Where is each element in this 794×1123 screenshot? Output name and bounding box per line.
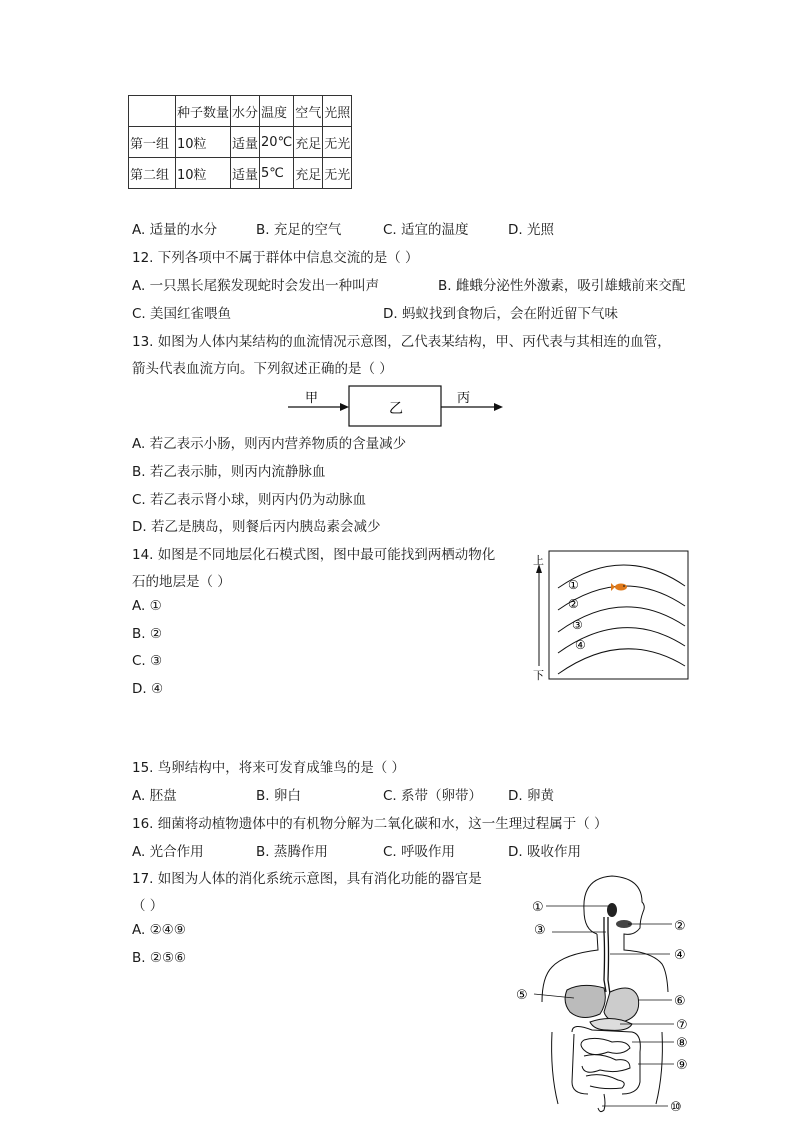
top-label: 上 <box>533 554 544 567</box>
table-cell: 5℃ <box>260 158 294 189</box>
outflow-arrowhead <box>494 403 503 411</box>
organ-label: ③ <box>534 923 546 938</box>
q12-option-b: B. 雌蛾分泌性外激素，吸引雄蛾前来交配 <box>438 278 686 294</box>
q14-option-a: A. ① <box>132 598 162 614</box>
q17-stem-line1: 17. 如图为人体的消化系统示意图，具有消化功能的器官是 <box>132 871 482 887</box>
q14-option-d: D. ④ <box>132 681 164 697</box>
table-cell: 适量 <box>231 158 260 189</box>
table-cell: 充足 <box>294 127 323 158</box>
q13-option-c: C. 若乙表示肾小球，则丙内仍为动脉血 <box>132 492 367 508</box>
table-cell: 充足 <box>294 158 323 189</box>
q16-option-a: A. 光合作用 <box>132 844 204 860</box>
table-cell: 10粒 <box>176 127 231 158</box>
q15-option-c: C. 系带（卵带） <box>383 788 483 804</box>
inflow-arrowhead <box>340 403 349 411</box>
stomach-icon <box>604 988 639 1022</box>
q17-stem-line2: （ ） <box>132 898 164 914</box>
table-cell: 无光 <box>323 158 352 189</box>
q13-stem-line1: 13. 如图为人体内某结构的血流情况示意图，乙代表某结构，甲、丙代表与其相连的血管， <box>132 334 671 350</box>
table-cell: 无光 <box>323 127 352 158</box>
organ-label: ⑧ <box>676 1036 688 1051</box>
q14-stem-line2: 石的地层是（ ） <box>132 574 231 590</box>
q13-option-a: A. 若乙表示小肠，则丙内营养物质的含量减少 <box>132 436 407 452</box>
table-header-cell: 温度 <box>260 96 294 127</box>
q12-option-d: D. 蚂蚁找到食物后，会在附近留下气味 <box>383 306 618 322</box>
q14-stem-line1: 14. 如图是不同地层化石模式图，图中最可能找到两栖动物化 <box>132 547 496 563</box>
table-cell: 第二组 <box>129 158 176 189</box>
intestine-icon <box>572 1026 640 1111</box>
q16-option-d: D. 吸收作用 <box>508 844 581 860</box>
table-cell: 20℃ <box>260 127 294 158</box>
esophagus <box>608 917 610 994</box>
organ-label: ② <box>674 919 686 934</box>
q12-stem: 12. 下列各项中不属于群体中信息交流的是（ ） <box>132 250 419 266</box>
layer-label: ① <box>568 578 579 592</box>
q17-option-b: B. ②⑤⑥ <box>132 950 187 966</box>
q13-stem-line2: 箭头代表血流方向。下列叙述正确的是（ ） <box>132 361 393 377</box>
q13-option-d: D. 若乙是胰岛，则餐后丙内胰岛素会减少 <box>132 519 381 535</box>
q11-option-a: A. 适量的水分 <box>132 222 218 238</box>
q15-stem: 15. 鸟卵结构中，将来可发育成雏鸟的是（ ） <box>132 760 406 776</box>
table-header-cell: 空气 <box>294 96 323 127</box>
q15-option-a: A. 胚盘 <box>132 788 177 804</box>
table-cell: 第一组 <box>129 127 176 158</box>
table-row <box>129 158 352 189</box>
layer-label: ④ <box>575 638 586 652</box>
organ-label: ⑨ <box>676 1058 688 1073</box>
fossil-strata-figure <box>528 548 693 683</box>
q15-option-b: B. 卵白 <box>256 788 301 804</box>
q15-option-d: D. 卵黄 <box>508 788 554 804</box>
table-row <box>129 127 352 158</box>
q11-option-d: D. 光照 <box>508 222 554 238</box>
table-header-row <box>129 96 352 127</box>
blood-flow-diagram <box>285 382 510 430</box>
table-cell: 10粒 <box>176 158 231 189</box>
q17-option-a: A. ②④⑨ <box>132 922 186 938</box>
organ-label: ① <box>532 900 544 915</box>
digestive-system-figure <box>512 872 702 1117</box>
table-header-cell: 种子数量 <box>176 96 231 127</box>
organ-label: ⑩ <box>670 1100 682 1115</box>
q16-option-c: C. 呼吸作用 <box>383 844 456 860</box>
stratum-curve <box>558 649 685 674</box>
q16-stem: 16. 细菌将动植物遗体中的有机物分解为二氧化碳和水，这一生理过程属于（ ） <box>132 816 608 832</box>
q14-option-b: B. ② <box>132 626 162 642</box>
structure-label-yi: 乙 <box>389 401 403 417</box>
q11-option-c: C. 适宜的温度 <box>383 222 469 238</box>
layer-label: ② <box>568 597 579 611</box>
layer-label: ③ <box>572 618 583 632</box>
table-header-cell: 水分 <box>231 96 260 127</box>
esophagus <box>604 917 606 992</box>
table-header-cell <box>129 96 176 127</box>
organ-label: ⑥ <box>674 994 686 1009</box>
q16-option-b: B. 蒸腾作用 <box>256 844 328 860</box>
q12-option-c: C. 美国红雀喂鱼 <box>132 306 232 322</box>
fossil-icon <box>611 583 627 591</box>
table-cell: 适量 <box>231 127 260 158</box>
vessel-label-jia: 甲 <box>305 391 319 406</box>
experiment-table <box>128 95 352 189</box>
q12-option-a: A. 一只黑长尾猴发现蛇时会发出一种叫声 <box>132 278 380 294</box>
organ-label: ⑦ <box>676 1018 688 1033</box>
vessel-label-bing: 丙 <box>457 391 471 406</box>
q11-option-b: B. 充足的空气 <box>256 222 342 238</box>
organ-label: ④ <box>674 948 686 963</box>
organ-label: ⑤ <box>516 988 528 1003</box>
strata-frame <box>549 551 688 679</box>
q14-option-c: C. ③ <box>132 653 163 669</box>
q13-option-b: B. 若乙表示肺，则丙内流静脉血 <box>132 464 326 480</box>
table-header-cell: 光照 <box>323 96 352 127</box>
liver-icon <box>565 985 605 1017</box>
bottom-label: 下 <box>533 669 544 682</box>
